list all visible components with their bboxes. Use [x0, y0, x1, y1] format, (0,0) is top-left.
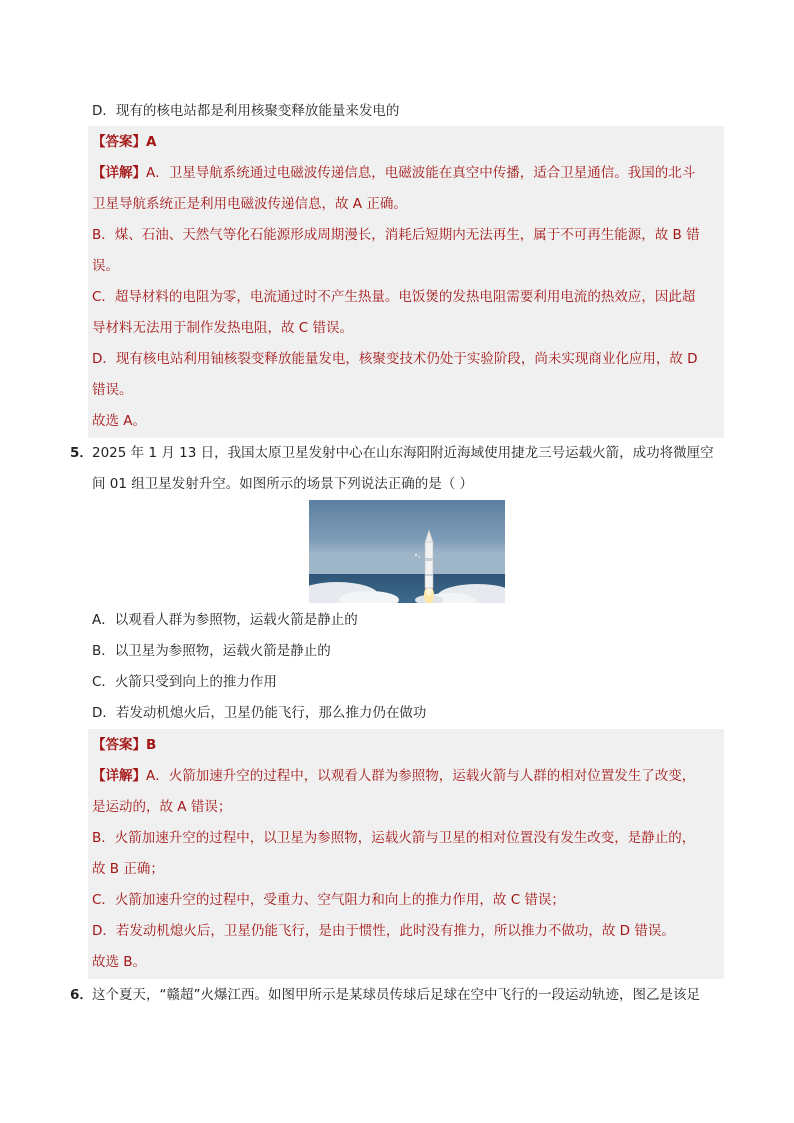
prev-explain-line-2: B．煤、石油、天然气等化石能源形成周期漫长，消耗后短期内无法再生，属于不可再生能源，故 B 错 [92, 227, 700, 243]
question-5-option-b: B．以卫星为参照物，运载火箭是静止的 [92, 643, 331, 659]
question-5-explain-line-6: 故选 B。 [92, 954, 147, 970]
question-5-stem-line-0: 2025 年 1 月 13 日，我国太原卫星发射中心在山东海阳附近海域使用捷龙三号运载火箭，成功将微厘空 [92, 445, 714, 461]
question-6-stem-line-0: 这个夏天，“赣超”火爆江西。如图甲所示是某球员传球后足球在空中飞行的一段运动轨迹，图乙是该足 [92, 987, 700, 1003]
question-5-explain-line-0: 【详解】A．火箭加速升空的过程中，以观看人群为参照物，运载火箭与人群的相对位置发生了改变， [92, 768, 696, 784]
rocket-launch-image [309, 500, 505, 603]
question-5-option-d: D．若发动机熄火后，卫星仍能飞行，那么推力仍在做功 [92, 705, 427, 721]
question-6-number: 6． [70, 987, 93, 1003]
prev-explain-line-0: 【详解】A．卫星导航系统通过电磁波传递信息，电磁波能在真空中传播，适合卫星通信。我国的北斗 [92, 165, 696, 181]
question-5-number: 5． [70, 445, 93, 461]
prev-explain-line-7: 错误。 [92, 382, 133, 398]
prev-answer: 【答案】A [92, 134, 157, 150]
question-5-explain-line-4: C．火箭加速升空的过程中，受重力、空气阻力和向上的推力作用，故 C 错误； [92, 892, 565, 908]
question-5-option-a: A．以观看人群为参照物，运载火箭是静止的 [92, 612, 358, 628]
prev-option-d: D．现有的核电站都是利用核聚变释放能量来发电的 [92, 103, 400, 119]
question-5-explain-line-1: 是运动的，故 A 错误； [92, 799, 232, 815]
prev-explain-line-4: C．超导材料的电阻为零，电流通过时不产生热量。电饭煲的发热电阻需要利用电流的热效应，因此超 [92, 289, 696, 305]
question-5-explain-line-3: 故 B 正确； [92, 861, 164, 877]
prev-explain-line-5: 导材料无法用于制作发热电阻，故 C 错误。 [92, 320, 354, 336]
prev-explain-line-6: D．现有核电站利用铀核裂变释放能量发电，核聚变技术仍处于实验阶段，尚未实现商业化应用，故 D [92, 351, 698, 367]
prev-explain-line-1: 卫星导航系统正是利用电磁波传递信息，故 A 正确。 [92, 196, 407, 212]
question-5-explain-line-2: B．火箭加速升空的过程中，以卫星为参照物，运载火箭与卫星的相对位置没有发生改变，是静止的， [92, 830, 696, 846]
rocket-launch-photo [309, 500, 505, 603]
question-5-explain-line-5: D．若发动机熄火后，卫星仍能飞行，是由于惯性，此时没有推力，所以推力不做功，故 D 错误。 [92, 923, 675, 939]
question-5-answer: 【答案】B [92, 737, 157, 753]
question-5-stem-line-1: 间 01 组卫星发射升空。如图所示的场景下列说法正确的是（ ） [92, 476, 474, 492]
prev-explain-line-3: 误。 [92, 258, 119, 274]
prev-explain-line-8: 故选 A。 [92, 413, 147, 429]
question-5-option-c: C．火箭只受到向上的推力作用 [92, 674, 277, 690]
